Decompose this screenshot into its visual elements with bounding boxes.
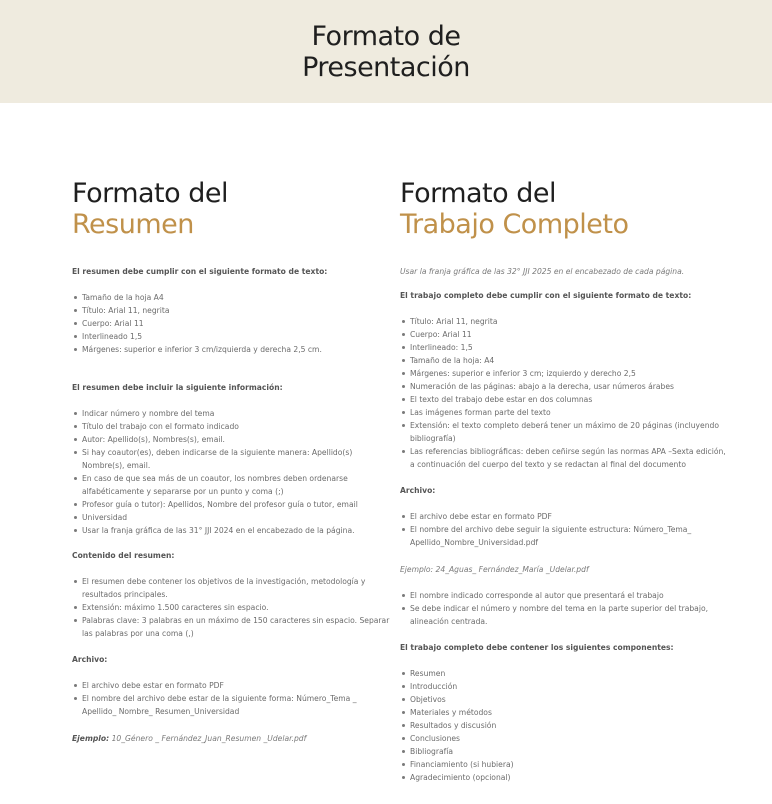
trabajo-components-list [400,667,730,784]
list-item: Tamaño de la hoja A4 [82,291,392,304]
trabajo-title-line2: Trabajo Completo [400,209,629,240]
list-item: En caso de que sea más de un coautor, los nombres deben ordenarse alfabéticamente y separarse por un punto y coma (;) [82,472,392,498]
list-item: El archivo debe estar en formato PDF [410,510,730,523]
list-item: Resumen [410,667,730,680]
list-item: Márgenes: superior e inferior 3 cm; izquierdo y derecho 2,5 [410,367,730,380]
list-item: Bibliografía [410,745,730,758]
list-item: Título del trabajo con el formato indicado [82,420,392,433]
resumen-format-heading: El resumen debe cumplir con el siguiente formato de texto: [72,267,328,276]
trabajo-file-heading: Archivo: [400,486,436,495]
list-item: Indicar número y nombre del tema [82,407,392,420]
list-item: Autor: Apellido(s), Nombres(s), email. [82,433,392,446]
list-item: Las referencias bibliográficas: deben ceñirse según las normas APA –Sexta edición, a continuación del cuerpo del texto y se redactan al final del documento [410,445,730,471]
list-item: El texto del trabajo debe estar en dos columnas [410,393,730,406]
list-item: Introducción [410,680,730,693]
resumen-example-text: 10_Género _ Fernández_Juan_Resumen _Udelar.pdf [109,734,307,743]
list-item: Usar la franja gráfica de las 31° JJI 2024 en el encabezado de la página. [82,524,392,537]
list-item: Financiamiento (si hubiera) [410,758,730,771]
page-title-line2: Presentación [302,51,470,83]
resumen-column [72,178,392,743]
resumen-example [72,734,392,743]
list-item: El nombre del archivo debe estar de la siguiente forma: Número_Tema _ Apellido_ Nombre_ Resumen_Universidad [82,692,392,718]
resumen-info-list [72,407,392,537]
trabajo-column [400,178,730,784]
trabajo-format-list [400,315,730,471]
resumen-title-line1: Formato del [72,178,228,209]
list-item: Conclusiones [410,732,730,745]
resumen-title [72,178,392,240]
list-item: Interlineado: 1,5 [410,341,730,354]
list-item: Se debe indicar el número y nombre del tema en la parte superior del trabajo, alineación centrada. [410,602,730,628]
list-item: Extensión: máximo 1.500 caracteres sin espacio. [82,601,392,614]
list-item: Cuerpo: Arial 11 [82,317,392,330]
list-item: El resumen debe contener los objetivos de la investigación, metodología y resultados principales. [82,575,392,601]
trabajo-format-heading: El trabajo completo debe cumplir con el siguiente formato de texto: [400,291,692,300]
list-item: Palabras clave: 3 palabras en un máximo de 150 caracteres sin espacio. Separar las palabras por una coma (,) [82,614,392,640]
list-item: Objetivos [410,693,730,706]
trabajo-example: Ejemplo: 24_Aguas_ Fernández_María _Udelar.pdf [400,565,589,574]
resumen-info-heading: El resumen debe incluir la siguiente información: [72,383,283,392]
list-item: Si hay coautor(es), deben indicarse de la siguiente manera: Apellido(s) Nombre(s), email. [82,446,392,472]
resumen-file-heading: Archivo: [72,655,108,664]
list-item: El nombre del archivo debe seguir la siguiente estructura: Número_Tema_ Apellido_Nombre_Universidad.pdf [410,523,730,549]
list-item: Título: Arial 11, negrita [82,304,392,317]
list-item: Título: Arial 11, negrita [410,315,730,328]
page-title [302,21,470,83]
list-item: El archivo debe estar en formato PDF [82,679,392,692]
list-item: Márgenes: superior e inferior 3 cm/izquierda y derecha 2,5 cm. [82,343,392,356]
resumen-example-label: Ejemplo: [72,734,110,743]
trabajo-title [400,178,730,240]
list-item: Resultados y discusión [410,719,730,732]
resumen-title-line2: Resumen [72,209,194,240]
trabajo-author-list [400,589,730,628]
list-item: Profesor guía o tutor): Apellidos, Nombre del profesor guía o tutor, email [82,498,392,511]
list-item: Interlineado 1,5 [82,330,392,343]
list-item: Cuerpo: Arial 11 [410,328,730,341]
list-item: Tamaño de la hoja: A4 [410,354,730,367]
resumen-file-list [72,679,392,718]
list-item: Las imágenes forman parte del texto [410,406,730,419]
resumen-format-list [72,291,392,356]
list-item: El nombre indicado corresponde al autor que presentará el trabajo [410,589,730,602]
trabajo-title-line1: Formato del [400,178,556,209]
list-item: Extensión: el texto completo deberá tener un máximo de 20 páginas (incluyendo bibliografía) [410,419,730,445]
resumen-content-heading: Contenido del resumen: [72,551,175,560]
trabajo-components-heading: El trabajo completo debe contener los siguientes componentes: [400,643,674,652]
list-item: Materiales y métodos [410,706,730,719]
trabajo-intro-note: Usar la franja gráfica de las 32° JJI 2025 en el encabezado de cada página. [400,267,685,276]
list-item: Agradecimiento (opcional) [410,771,730,784]
trabajo-file-list [400,510,730,549]
page-title-line1: Formato de [311,20,461,52]
page-header [0,0,772,103]
list-item: Numeración de las páginas: abajo a la derecha, usar números árabes [410,380,730,393]
list-item: Universidad [82,511,392,524]
resumen-content-list [72,575,392,640]
